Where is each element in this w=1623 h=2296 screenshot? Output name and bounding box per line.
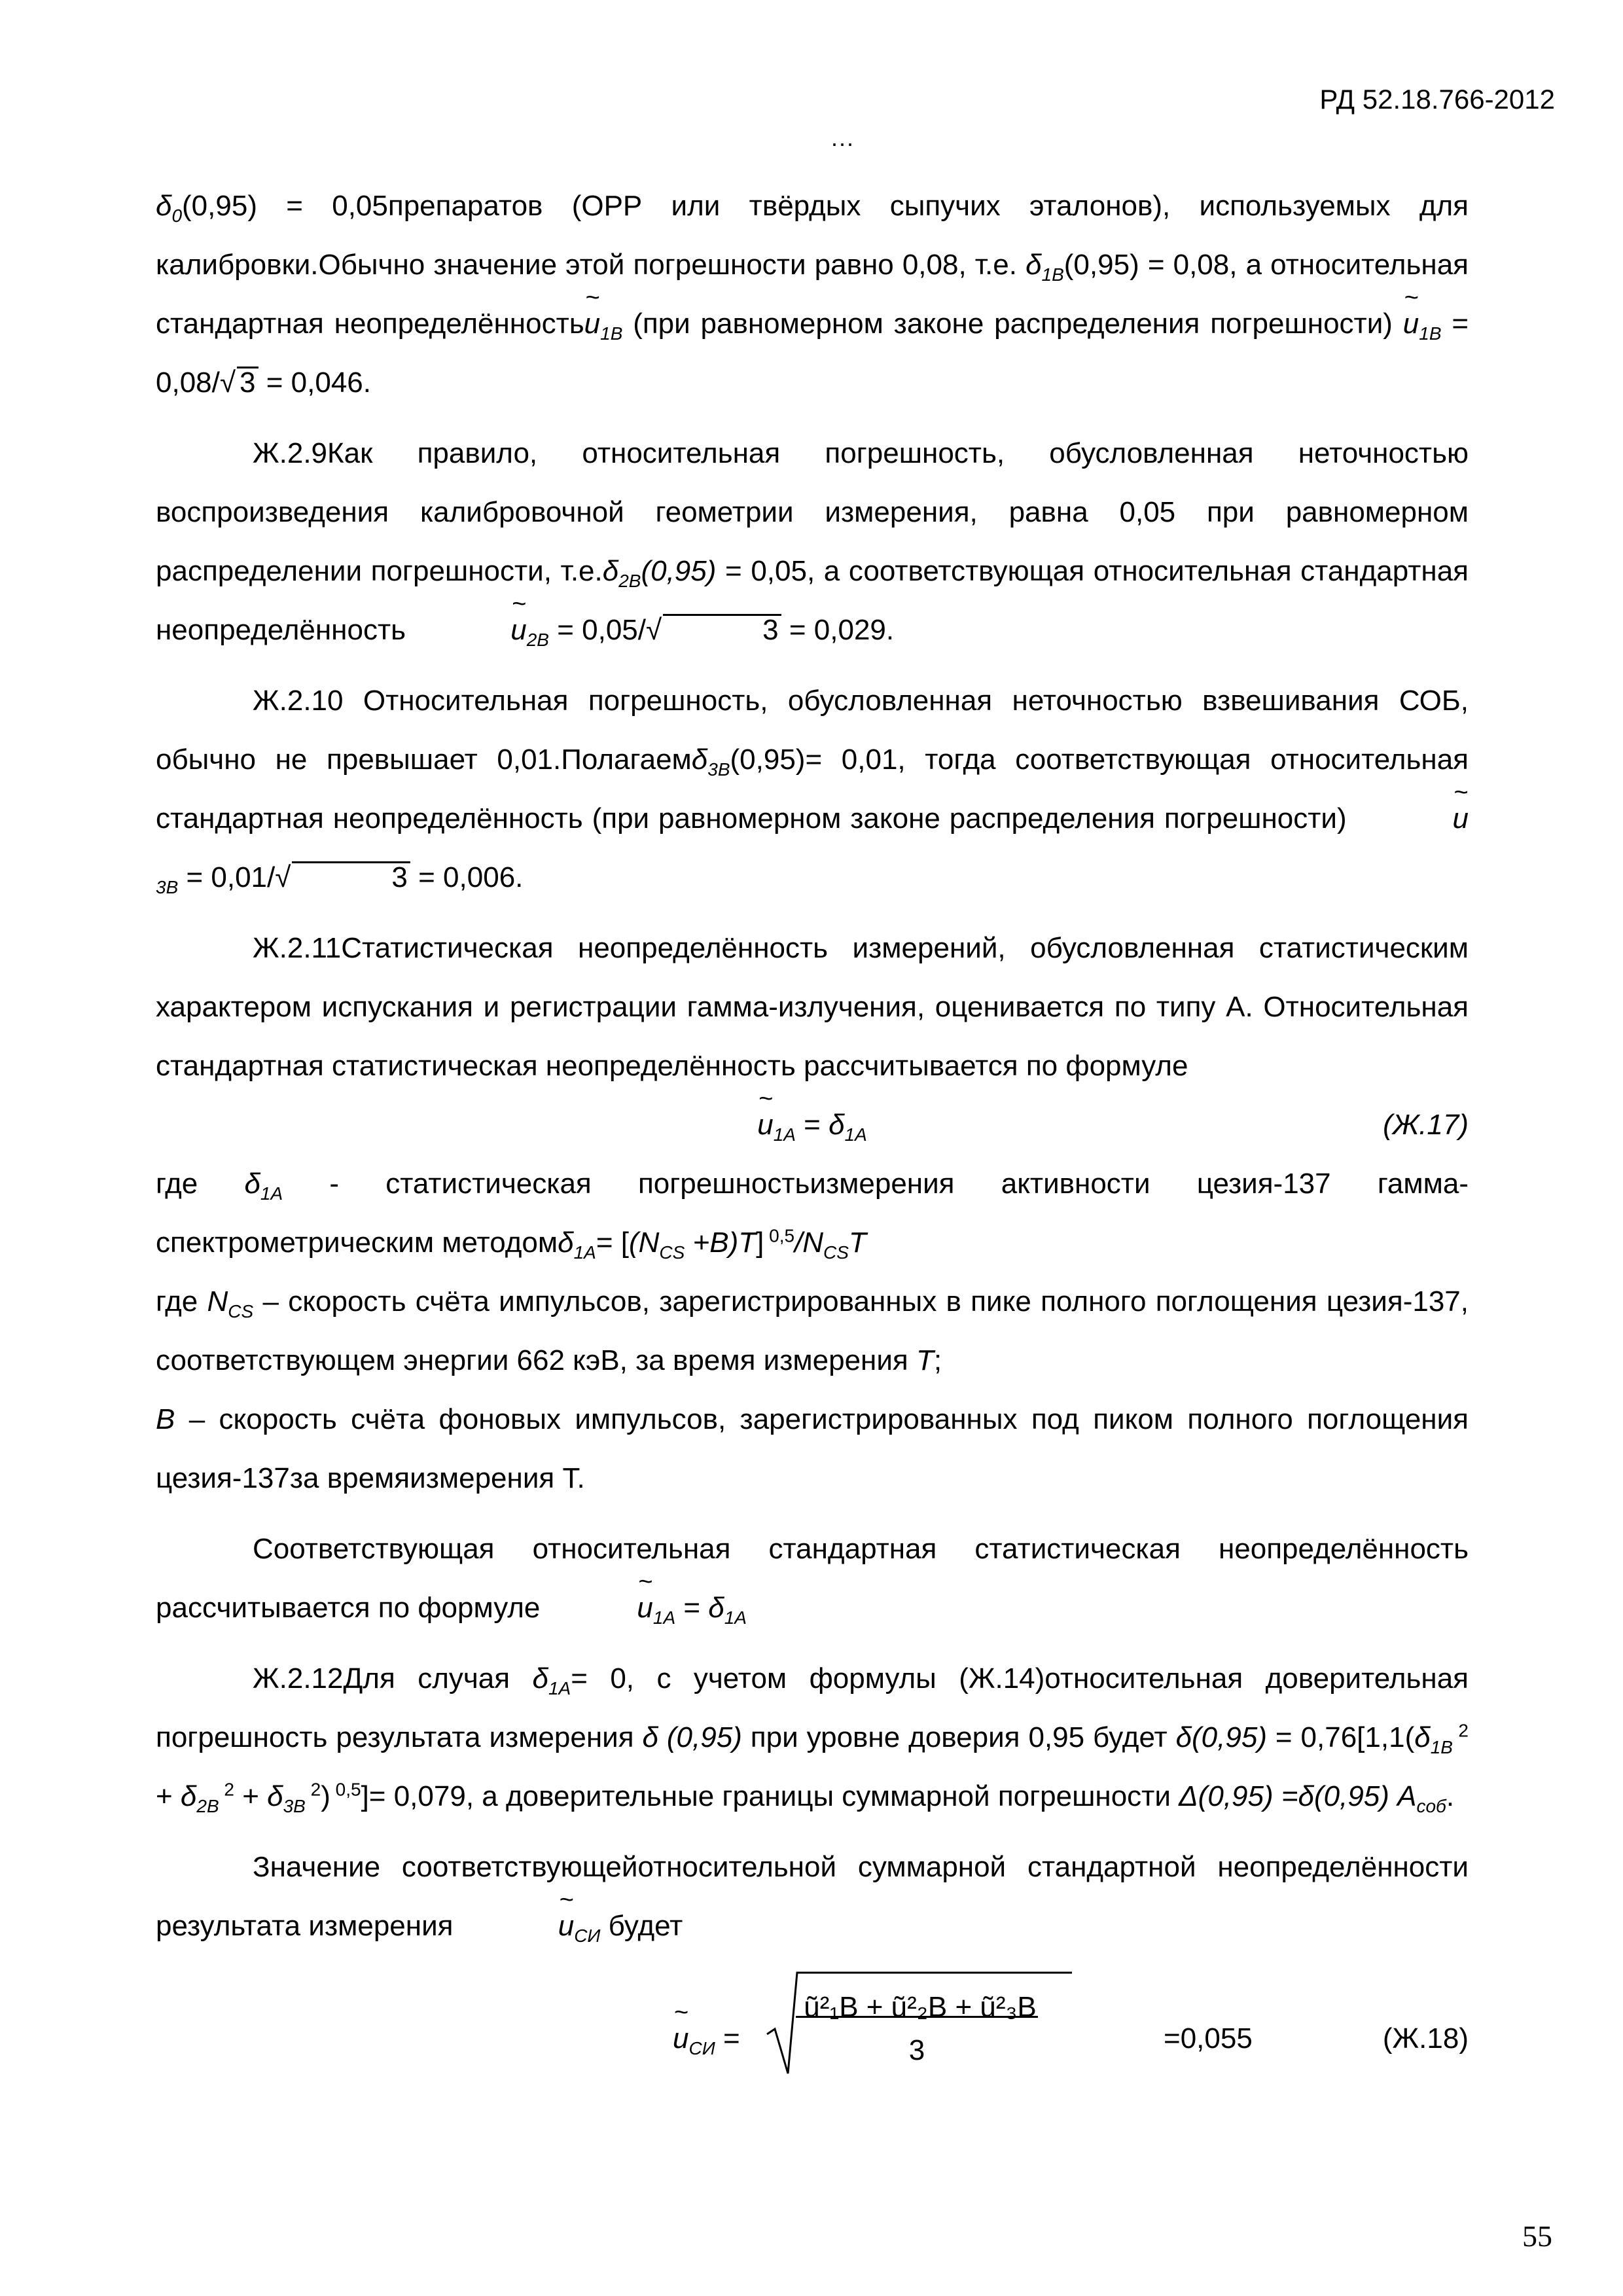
paragraph-where-delta: где $\delta_{1А}$ - статистическая погрешностьизмерения активности цезия-137 гамма-спектрометрическим методомδ$_{1А}$= $[(N_{CS} +B)T]$ $^{0,5}/N_{CS}T$ bbox=[156, 1168, 1469, 1263]
paragraph-zh-2-9: Ж.2.9Как правило, относительная погрешность, обусловленная неточностью воспроизведения калибровочной геометрии измерения, равна 0,05 при равномерном распределении погрешности, $т.е.\delta_{2В}(0,95) = 0,05$, а соответствующая относительная стандартная неопределённость ~ $u_{2В} = 0,05/√$ 3 = 0,029. bbox=[156, 424, 1469, 660]
formula-zh-18: ~ $u_{СИ}$ = ũ²₁В + ũ²₂В + ũ²₃В 3 =0,055 (Ж.18) bbox=[156, 1969, 1469, 2100]
paragraph-1: $\delta_0(0,95)$ = 0,05препаратов (ОРР или твёрдых сыпучих эталонов), используемых для калибровки.Обычно значение этой погрешности равно 0,08, т.е. $\delta_{1В}(0,95) = 0,08$, а относительная стандартная неопределённость~ $u_{1В}$ (при равномерном законе распределения погрешности) ~ $u_{1В} = 0,08/√$ 3 = 0,046. bbox=[156, 177, 1469, 412]
formula-tag-zh-17: (Ж.17) bbox=[1383, 1109, 1469, 1141]
paragraph-zh-2-11: Ж.2.11Статистическая неопределённость измерений, обусловленная статистическим характером испускания и регистрации гамма-излучения, оценивается по типу А. Относительная стандартная статистическая неопределённость рассчитывается по формуле bbox=[156, 932, 1469, 1082]
radicand-denominator: 3 bbox=[908, 2034, 925, 2066]
square-root bbox=[764, 1969, 1131, 2073]
paragraph-where-ncs: где $N_{CS}$ – скорость счёта импульсов, зарегистрированных в пике полного поглощения цезия-137, соответствующем энергии 662 кэВ, за время измерения T; bbox=[156, 1285, 1469, 1376]
paragraph-corresponding: Соответствующая относительная стандартная статистическая неопределённость рассчитывается по формуле~ $u_{1А} = \delta_{1А}$ bbox=[156, 1520, 1469, 1638]
fraction-bar bbox=[796, 2016, 1038, 2018]
paragraph-zh-2-10: Ж.2.10 Относительная погрешность, обусловленная неточностью взвешивания СОБ, обычно не превышает 0,01.Полагаемδ$_{3В}$(0,95)= 0,01, тогда соответствующая относительная стандартная неопределённость (при равномерном законе распределения погрешности) ~ $u_{3В} = 0,01/√$ 3 = 0,006. bbox=[156, 672, 1469, 907]
continuation-mark: ... bbox=[831, 124, 855, 151]
paragraph-zh-2-12: Ж.2.12Для случая $\delta_{1А}= 0$, с учетом формулы (Ж.14)относительная доверительная погрешность результата измерения δ (0,95) при уровне доверия 0,95 будет $\delta(0,95) = 0,76[1,1(\delta_{1В}$ $^2 + \delta_{2В}$ $^2 + \delta_{3В}$ $^2$) $^{0,5}$]= 0,079, а доверительные границы суммарной погрешности Δ(0,95) =δ(0,95) $A_{соб}$. bbox=[156, 1662, 1469, 1816]
paragraph-background-b: B – скорость счёта фоновых импульсов, зарегистрированных под пиком полного поглощения цезия-137за времяизмерения Т. bbox=[156, 1403, 1469, 1494]
page-number: 55 bbox=[1522, 2219, 1552, 2253]
radicand-numerator: ũ²₁В + ũ²₂В + ũ²₃В bbox=[804, 1991, 1037, 2023]
formula-result: =0,055 bbox=[1164, 2022, 1253, 2054]
doc-code-header: РД 52.18.766-2012 bbox=[1319, 84, 1555, 115]
document-body bbox=[156, 177, 1469, 2100]
formula-tag-zh-18: (Ж.18) bbox=[1382, 2022, 1469, 2054]
paragraph-total-uncertainty: Значение соответствующейотносительной суммарной стандартной неопределённости результата измерения ~ $u_{СИ}$ будет bbox=[156, 1838, 1469, 1956]
formula-zh-17: ~ $u_{1А} = \delta_{1А}$ (Ж.17) bbox=[156, 1096, 1469, 1155]
